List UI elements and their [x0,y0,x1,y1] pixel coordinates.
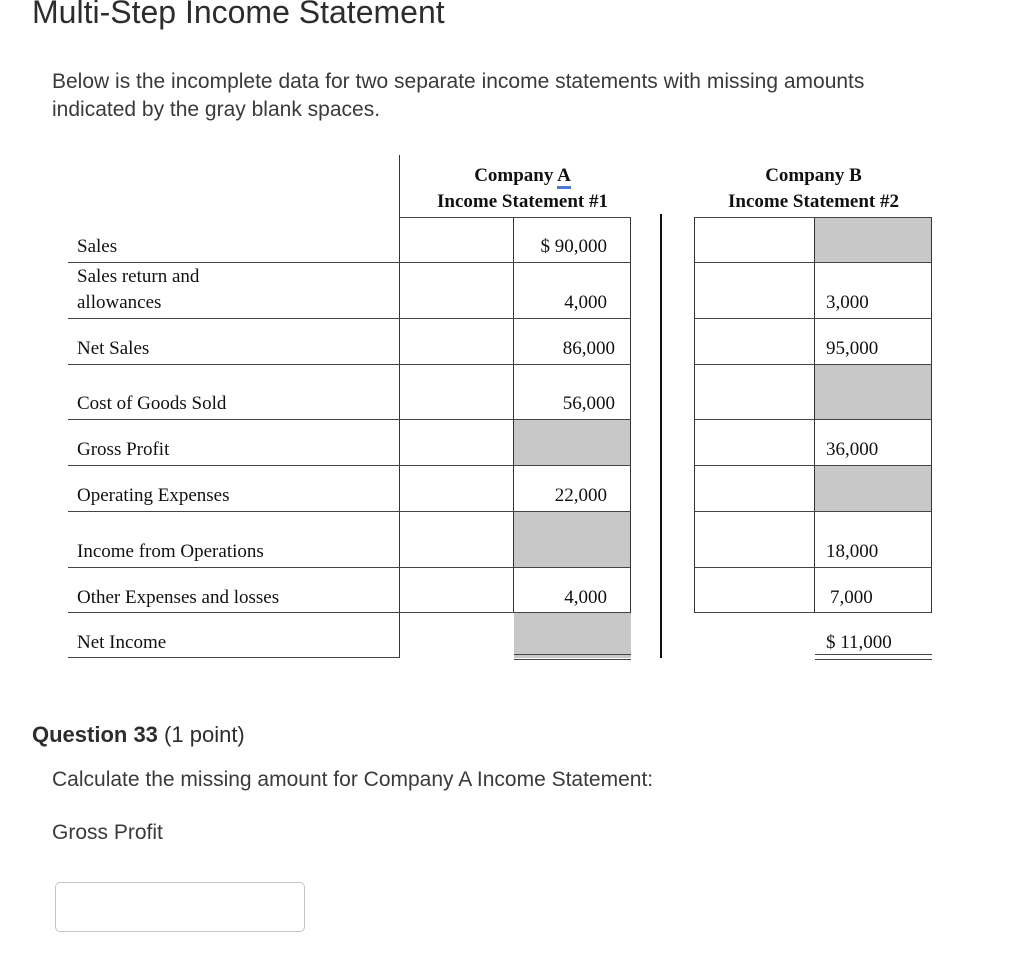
double-underline-a [514,659,631,660]
row-rule [694,419,932,420]
company-a-name-prefix: Company [474,165,558,186]
value-b-net-sales: 95,000 [826,338,879,359]
question-prompt: Calculate the missing amount for Company A Income Statement: [52,768,654,791]
value-a-operating-expenses: 22,000 [554,485,607,506]
company-a-subtitle: Income Statement #1 [437,191,608,212]
blank-cell-b-operating-expenses [815,465,932,511]
value-b-income-from-operations: 18,000 [826,541,879,562]
value-b-net-income: $ 11,000 [826,632,892,653]
answer-input[interactable] [55,882,305,932]
column-divider [660,214,662,658]
row-rule [694,511,932,512]
vertical-rule-b-left [694,217,695,612]
row-rule [68,511,631,512]
value-a-cogs: 56,000 [562,393,615,414]
row-rule [694,262,932,263]
question-number: Question 33 [32,722,158,747]
vertical-rule-b-inner [814,217,815,612]
company-b-subtitle: Income Statement #2 [728,191,899,212]
value-a-sales: $ 90,000 [540,236,607,257]
blank-cell-a-income-from-operations [514,511,631,567]
row-rule [68,567,631,568]
value-a-sales-return: 4,000 [564,292,607,313]
row-label-net-sales: Net Sales [77,338,150,359]
company-b-name: Company B [765,165,862,186]
value-a-net-sales: 86,000 [562,338,615,359]
row-rule [694,465,932,466]
page-title: Multi-Step Income Statement [32,0,445,30]
value-a-other-expenses: 4,000 [564,587,607,608]
value-b-sales-return: 3,000 [826,292,869,313]
table-top-rule-a [399,217,631,218]
row-rule [68,364,631,365]
row-rule [694,318,932,319]
row-rule [68,318,631,319]
row-rule [694,567,932,568]
row-label-cogs: Cost of Goods Sold [77,393,227,414]
row-label-operating-expenses: Operating Expenses [77,485,230,506]
value-b-gross-profit: 36,000 [826,439,879,460]
blank-cell-b-sales [815,217,932,263]
intro-text: Below is the incomplete data for two separate income statements with missing amounts indicated by the gray blank spaces. [52,70,865,121]
row-rule [68,465,631,466]
table-top-rule-b [694,217,932,218]
blank-cell-a-net-income [514,612,631,658]
row-label-sales: Sales [77,236,118,257]
row-rule [68,262,631,263]
company-b-header [695,163,932,215]
question-heading [32,722,245,748]
row-label-income-from-operations: Income from Operations [77,541,264,562]
double-underline-b [815,659,932,660]
value-b-other-expenses: 7,000 [830,587,873,608]
vertical-rule-a-left [399,155,400,658]
bottom-rule-labels [68,657,400,658]
row-rule [694,364,932,365]
row-rule [694,612,932,613]
double-underline-a [514,654,631,655]
row-label-sales-return-line1: Sales return and [77,266,200,287]
blank-cell-b-cogs [815,364,932,419]
row-rule [68,419,631,420]
blank-cell-a-gross-profit [514,419,631,465]
company-a-letter: A [557,165,571,189]
row-label-gross-profit: Gross Profit [77,439,170,460]
question-item: Gross Profit [52,821,163,844]
row-label-net-income: Net Income [77,632,167,653]
row-label-sales-return-line2: allowances [77,292,162,313]
question-points: (1 point) [164,722,245,747]
vertical-rule-b-right [931,217,932,612]
row-label-other-expenses: Other Expenses and losses [77,587,280,608]
row-rule [68,612,631,613]
vertical-rule-a-right [630,217,631,612]
company-a-header [400,163,645,215]
